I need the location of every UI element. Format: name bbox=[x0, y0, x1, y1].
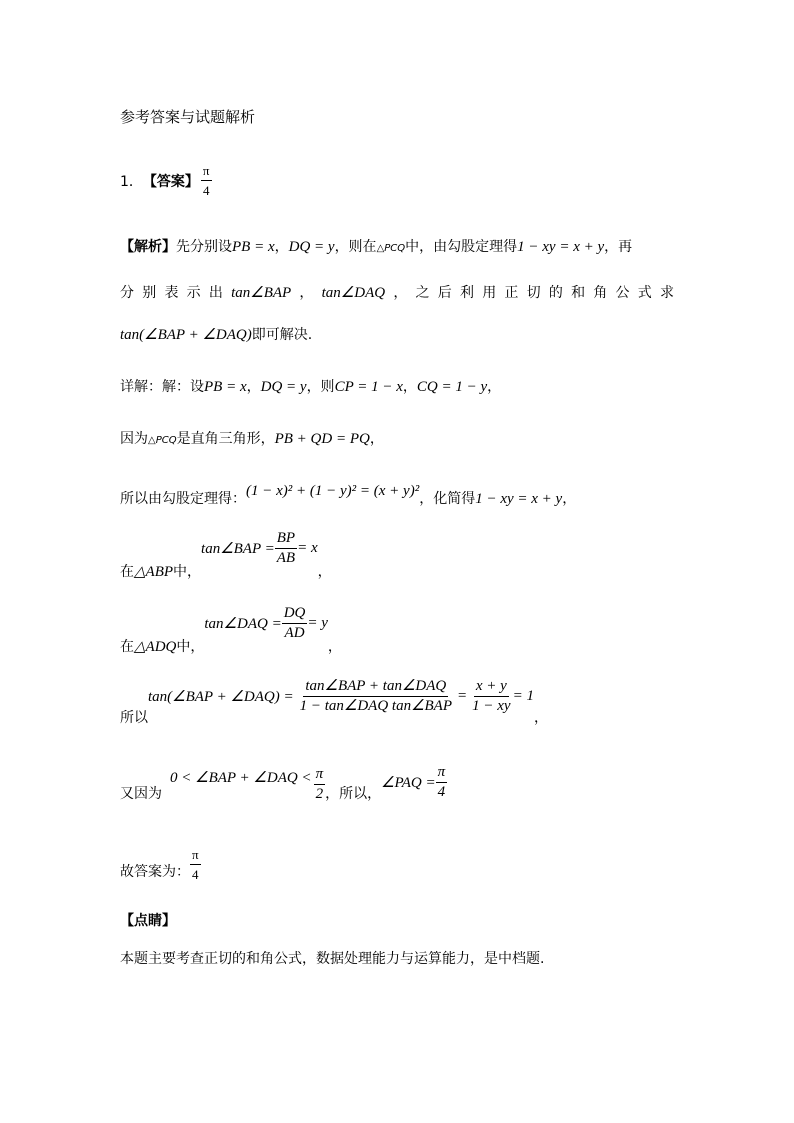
detail-line-8 bbox=[120, 844, 201, 881]
denominator: 4 bbox=[437, 784, 446, 800]
analysis-char: 出 bbox=[208, 285, 223, 301]
analysis-char: 式 bbox=[637, 285, 652, 301]
math-term: 0 < ∠BAP + ∠DAQ < bbox=[170, 770, 312, 786]
math-expression bbox=[170, 766, 325, 803]
comment-label: 【点睛】 bbox=[120, 913, 176, 929]
math-expression bbox=[148, 678, 534, 715]
fraction bbox=[314, 766, 326, 803]
analysis-char: 之 bbox=[415, 285, 430, 301]
detail-text: 中， bbox=[176, 639, 205, 655]
answer-numerator: π bbox=[201, 162, 212, 181]
detail-text: 所以由勾股定理得： bbox=[120, 491, 246, 507]
math-expression: 1 − xy = x + y bbox=[517, 239, 605, 255]
math-expression: CP = 1 − x bbox=[334, 379, 403, 395]
answer-label: 【答案】 bbox=[142, 173, 199, 190]
analysis-char: 示 bbox=[186, 285, 201, 301]
numerator: π bbox=[190, 846, 201, 865]
question-number: 1． bbox=[120, 173, 143, 190]
denominator: 2 bbox=[315, 786, 324, 802]
analysis-char: 用 bbox=[482, 285, 497, 301]
math-expression: tan(∠BAP + ∠DAQ) bbox=[120, 327, 252, 343]
math-expression: DQ = y bbox=[260, 379, 307, 395]
detail-text: 又因为 bbox=[120, 786, 162, 802]
math-term: tan(∠BAP + ∠DAQ) = bbox=[148, 689, 294, 705]
math-expression: PB = x bbox=[232, 239, 275, 255]
analysis-text: 中，由勾股定理得 bbox=[405, 239, 518, 255]
math-term: = bbox=[457, 688, 468, 704]
fraction bbox=[282, 605, 308, 642]
math-term: = y bbox=[307, 615, 328, 631]
analysis-char: 分 bbox=[120, 285, 134, 301]
numerator: DQ bbox=[282, 605, 308, 624]
detail-label: 详解：解：设 bbox=[120, 379, 204, 395]
answer-denominator: 4 bbox=[202, 183, 210, 198]
detail-text: 所以 bbox=[120, 710, 148, 726]
analysis-line-3 bbox=[120, 324, 312, 344]
analysis-line-2 bbox=[120, 282, 674, 302]
math-expression: (1 − x)² + (1 − y)² = (x + y)² bbox=[246, 483, 420, 499]
math-expression: CQ = 1 − y bbox=[416, 379, 488, 395]
math-term: = x bbox=[297, 540, 318, 556]
numerator: x + y bbox=[474, 678, 509, 697]
fraction bbox=[275, 530, 297, 567]
fraction bbox=[298, 678, 454, 715]
math-expression bbox=[204, 605, 328, 642]
answer-fraction bbox=[190, 846, 201, 883]
comment-text: 本题主要考查正切的和角公式，数据处理能力与运算能力，是中档题. bbox=[120, 951, 545, 967]
numerator: π bbox=[436, 764, 448, 783]
math-expression: tan∠DAQ bbox=[321, 285, 386, 301]
analysis-char: 正 bbox=[504, 285, 519, 301]
denominator: 4 bbox=[192, 867, 199, 882]
math-expression: DQ = y bbox=[288, 239, 335, 255]
detail-text: 在 bbox=[120, 564, 134, 580]
detail-text: ，所以， bbox=[325, 786, 382, 802]
math-expression bbox=[201, 530, 318, 567]
comma: ， bbox=[402, 379, 417, 395]
math-expression: tan∠BAP bbox=[231, 285, 292, 301]
analysis-char: 利 bbox=[459, 285, 474, 301]
detail-text: ，化简得 bbox=[419, 491, 476, 507]
comma: ， bbox=[369, 431, 384, 447]
math-term: tan∠BAP = bbox=[201, 541, 275, 557]
analysis-line-1 bbox=[120, 236, 632, 256]
math-term: ∠PAQ = bbox=[381, 775, 436, 791]
analysis-text: ，再 bbox=[604, 239, 633, 255]
analysis-char: 的 bbox=[548, 285, 563, 301]
comma: ， bbox=[393, 285, 408, 301]
analysis-char: 求 bbox=[659, 285, 674, 301]
numerator: BP bbox=[275, 530, 297, 549]
denominator: 1 − xy bbox=[472, 698, 511, 714]
page-title: 参考答案与试题解析 bbox=[120, 108, 256, 126]
detail-text: 因为 bbox=[120, 431, 148, 447]
detail-line-5 bbox=[120, 605, 342, 656]
comma: ， bbox=[487, 379, 502, 395]
numerator: π bbox=[314, 766, 326, 785]
answer-line bbox=[120, 162, 212, 199]
denominator: AD bbox=[284, 625, 305, 641]
detail-line-7 bbox=[120, 766, 447, 803]
answer-fraction bbox=[201, 162, 212, 199]
comma: ， bbox=[246, 379, 261, 395]
detail-text: 故答案为： bbox=[120, 864, 190, 880]
analysis-char: 表 bbox=[164, 285, 179, 301]
math-expression bbox=[381, 764, 447, 801]
analysis-text: ，则在 bbox=[334, 239, 377, 255]
math-expression: 1 − xy = x + y bbox=[475, 491, 563, 507]
analysis-char: 公 bbox=[615, 285, 630, 301]
comma: ， bbox=[533, 710, 548, 726]
analysis-text: 先分别设 bbox=[176, 239, 232, 255]
denominator: 1 − tan∠DAQ tan∠BAP bbox=[299, 698, 453, 714]
triangle-label: △PCQ bbox=[376, 243, 406, 254]
detail-text: 中， bbox=[173, 564, 202, 580]
comma: ， bbox=[274, 239, 289, 255]
analysis-char: 别 bbox=[142, 285, 157, 301]
detail-text: 在 bbox=[120, 639, 134, 655]
detail-line-4 bbox=[120, 530, 332, 581]
comma: ， bbox=[327, 639, 342, 655]
math-term: = 1 bbox=[512, 688, 534, 704]
analysis-char: 和 bbox=[571, 285, 586, 301]
triangle-label: △ABP bbox=[134, 564, 174, 580]
analysis-char: 切 bbox=[526, 285, 541, 301]
analysis-text: 即可解决. bbox=[251, 327, 313, 343]
triangle-label: △ADQ bbox=[134, 639, 177, 655]
analysis-label: 【解析】 bbox=[120, 239, 176, 255]
detail-text: 是直角三角形， bbox=[176, 431, 275, 447]
comma: ， bbox=[562, 491, 577, 507]
analysis-char: 后 bbox=[437, 285, 452, 301]
math-term: tan∠DAQ = bbox=[204, 616, 282, 632]
math-expression: PB = x bbox=[204, 379, 247, 395]
fraction bbox=[470, 678, 512, 715]
detail-line-6 bbox=[120, 678, 548, 727]
denominator: AB bbox=[276, 550, 296, 566]
detail-line-1 bbox=[120, 376, 501, 396]
detail-line-3 bbox=[120, 483, 577, 508]
detail-text: ，则 bbox=[306, 379, 335, 395]
comma: ， bbox=[299, 285, 314, 301]
numerator: tan∠BAP + tan∠DAQ bbox=[303, 678, 448, 697]
fraction bbox=[436, 764, 448, 801]
math-expression: PB + QD = PQ bbox=[274, 431, 370, 447]
detail-line-2 bbox=[120, 428, 384, 448]
analysis-char: 角 bbox=[593, 285, 608, 301]
comma: ， bbox=[317, 564, 332, 580]
triangle-label: △PCQ bbox=[148, 435, 177, 446]
